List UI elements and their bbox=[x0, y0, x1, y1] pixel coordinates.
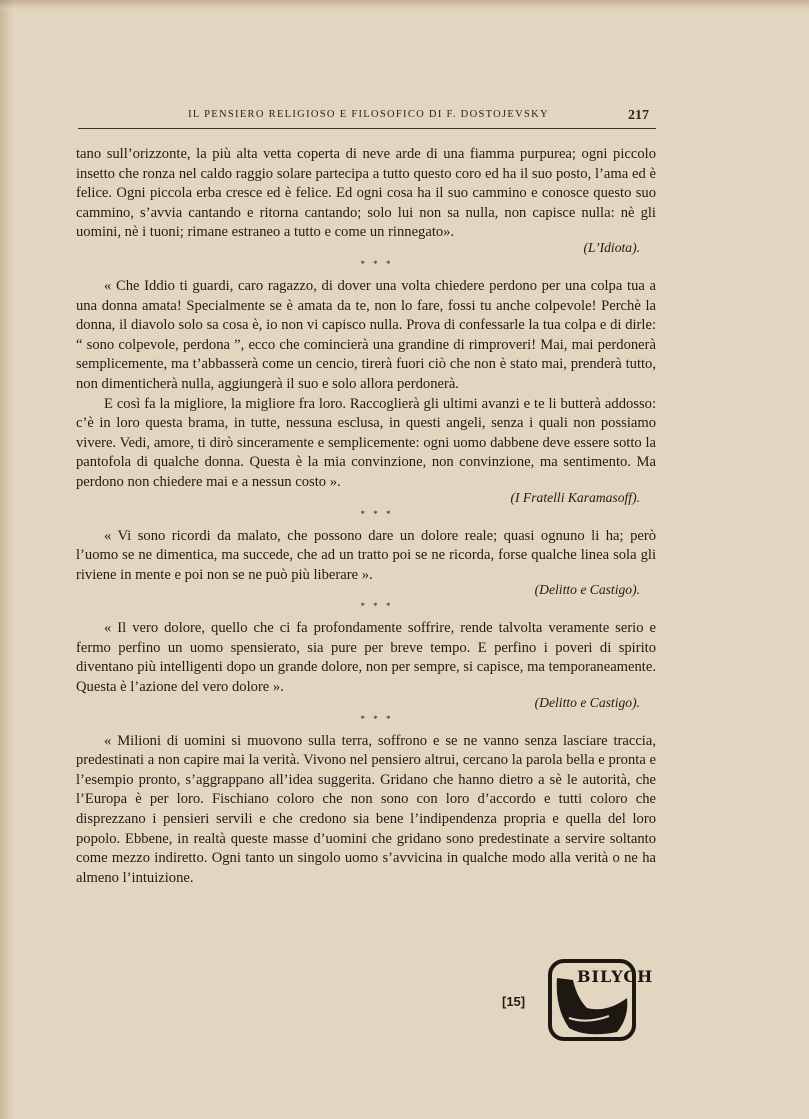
library-stamp-logo bbox=[547, 958, 654, 1042]
sheet-mark: [15] bbox=[502, 994, 526, 1009]
passage-idiota: tano sull’orizzonte, la più alta vetta coperta di neve arde di una fiamma purpurea; ogni piccolo insetto che ronza nel caldo raggio solare partecipa a tutto questo coro ed ha il suo posto, l’ama ed è felice. Ogni piccola erba cresce ed è felice. Ed ogni cosa ha il suo cammino e conosce questo suo cammino, s’avvia cantando e ritorna cantando; solo lui non sa nulla, non capisce nulla: nè gli uomini, nè i tuoni; rimane estraneo a tutto e come un rinnegato». bbox=[76, 146, 656, 241]
running-title: IL PENSIERO RELIGIOSO E FILOSOFICO DI F. DOSTOJEVSKY bbox=[188, 109, 549, 120]
section-separator: * * * bbox=[360, 508, 394, 519]
passage-karamasoff-2: E così fa la migliore, la migliore fra loro. Raccoglierà gli ultimi avanzi e te li butterà addosso: c’è in loro questa brama, in tutte, nessuna esclusa, in questi angeli, senza i quali non possiamo vivere. Vedi, amore, ti dirò sinceramente e semplicemente: ogni uomo dabbene deve essere sotto la pantofola di qualche donna. Questa è la mia convinzione, non convinzione, ma sentimento. Ma perdono non chiedere mai e a nessun costo ». bbox=[76, 395, 656, 490]
source-karamasoff: (I Fratelli Karamasoff). bbox=[510, 489, 640, 505]
passage-milioni: « Milioni di uomini si muovono sulla terra, soffrono e se ne vanno senza lasciare traccia, predestinati a non capire mai la verità. Vivono nel pensiero altrui, cercano la parola bella e pronta e l’esempio pronto, s’aggrappano all’idea suggerita. Gridano che hanno dietro a sè le autorità, che l’Europa è per loro. Fischiano coloro che non sono con loro d’accordo e tutti coloro che disprezzano i pensieri servili e che credono sia bene l’indipendenza propria e quella del loro popolo. Ebbene, in realtà queste masse d’uomini che gridano sono predestinate a servire soltanto come mezzo indiretto. Ogni tanto un singolo uomo s’avvicina in qualche modo alla verità o ne ha almeno l’intuizione. bbox=[76, 732, 656, 886]
stamp-text: BILYCH bbox=[577, 967, 654, 986]
header-rule bbox=[78, 128, 656, 129]
source-delitto-1: (Delitto e Castigo). bbox=[534, 582, 640, 598]
section-separator: * * * bbox=[360, 601, 394, 612]
passage-karamasoff-1: « Che Iddio ti guardi, caro ragazzo, di dover una volta chiedere perdono per una colpa tua a una donna amata! Specialmente se è amata da te, non lo fare, fossi tu anche colpevole! Perchè la donna, il diavolo solo sa cosa è, io non vi capisco nulla. Prova di confessarle la tua colpa e di dirle: “ sono colpevole, perdona ”, ecco che comincierà una grandine di rimproveri! Mai, mai perdonerà semplicemente, ma t’abbasserà come un cencio, tirerà fuori ciò che non è stato mai, prenderà tutto, non dimenticherà nulla, aggiungerà il suo e solo allora perdonerà. bbox=[76, 277, 656, 392]
passage-delitto-1: « Vi sono ricordi da malato, che possono dare un dolore reale; quasi ognuno li ha; però l’uomo se ne dimentica, ma succede, che ad un tratto poi se ne ricorda, forse qualche linea sola gli riviene in mente e poi non se ne può più liberare ». bbox=[76, 527, 656, 583]
source-delitto-2: (Delitto e Castigo). bbox=[534, 694, 640, 710]
section-separator: * * * bbox=[360, 713, 394, 724]
page-number: 217 bbox=[628, 108, 649, 123]
source-idiota: (L’Idiota). bbox=[583, 239, 640, 255]
passage-delitto-2: « Il vero dolore, quello che ci fa profondamente soffrire, rende talvolta veramente serio e fermo perfino un uomo spensierato, sia pure per breve tempo. E perfino i poveri di spirito diventano più intelligenti dopo un grande dolore, non per sempre, si capisce, ma temporaneamente. Questa è l’azione del vero dolore ». bbox=[76, 620, 656, 696]
body-text bbox=[76, 145, 656, 888]
section-separator: * * * bbox=[360, 258, 394, 269]
